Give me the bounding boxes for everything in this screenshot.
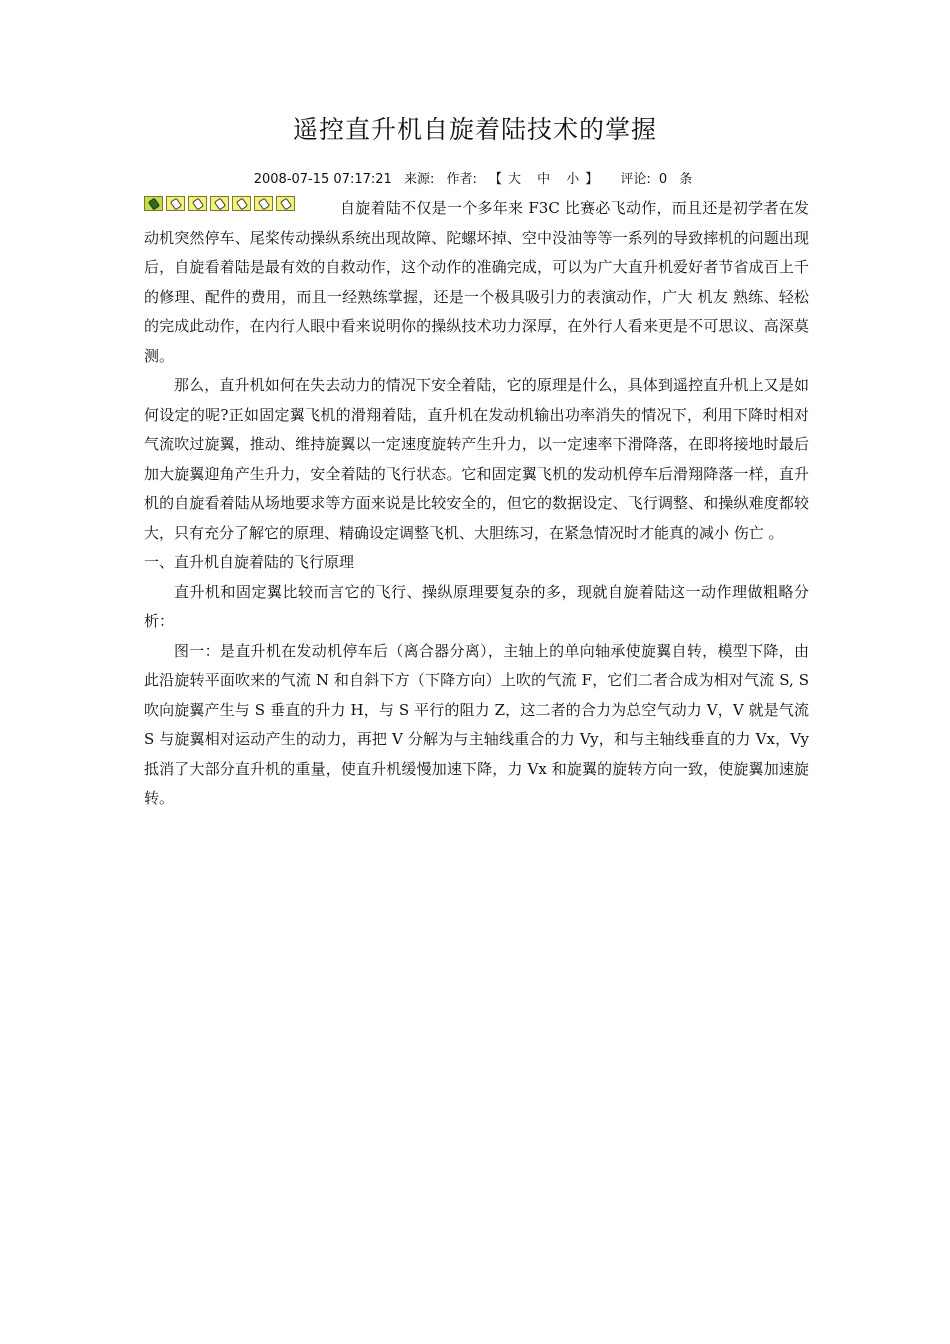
comments-unit: 条: [679, 172, 693, 187]
rating-icon-3[interactable]: [188, 196, 207, 211]
font-size-control[interactable]: 【大 中 小】: [489, 172, 605, 187]
comments-info[interactable]: [616, 172, 696, 187]
paragraph-figure-one: 图一：是直升机在发动机停车后（离合器分离），主轴上的单向轴承使旋翼自转，模型下降，由此沿旋转平面吹来的气流 N 和自斜下方（下降方向）上吹的气流 F，它们二者合成为相对气流 S, S 吹向旋翼产生与 S 垂直的升力 H，与 S 平行的阻力 Z，这二者的合力为总空气动力 V，V 就是气流 S 与旋翼相对运动产生的动力，再把 V 分解为与主轴线重合的力 Vy，和与主轴线垂直的力 Vx，Vy 抵消了大部分直升机的重量，使直升机缓慢加速下降，力 Vx 和旋翼的旋转方向一致，使旋翼加速旋转。: [144, 641, 809, 807]
author-label: 作者:: [446, 172, 477, 187]
rating-icon-2[interactable]: [166, 196, 185, 211]
rating-icon-strip: [144, 196, 295, 214]
article-title: 遥控直升机自旋着陆技术的掌握: [292, 115, 657, 144]
article-meta: [0, 168, 950, 187]
paragraph-principle-question: 那么，直升机如何在失去动力的情况下安全着陆，它的原理是什么，具体到遥控直升机上又是如何设定的呢?正如固定翼飞机的滑翔着陆，直升机在发动机输出功率消失的情况下，利用下降时相对气流吹过旋翼，推动、维持旋翼以一定速度旋转产生升力，以一定速率下滑降落，在即将接地时最后加大旋翼迎角产生升力，安全着陆的飞行状态。它和固定翼飞机的发动机停车后滑翔降落一样，直升机的自旋看着陆从场地要求等方面来说是比较安全的，但它的数据设定、飞行调整、和操纵难度都较大，只有充分了解它的原理、精确设定调整飞机、大胆练习，在紧急情况时才能真的减小 伤亡 。: [144, 376, 809, 542]
rating-icon-6[interactable]: [254, 196, 273, 211]
publish-date: 2008-07-15 07:17:21: [253, 172, 392, 187]
paragraph-intro: 自旋着陆不仅是一个多年来 F3C 比赛必飞动作，而且还是初学者在发动机突然停车、尾桨传动操纵系统出现故障、陀螺坏掉、空中没油等等一系列的导致摔机的问题出现后，自旋看着陆是最有效的自救动作，这个动作的准确完成，可以为广大直升机爱好者节省成百上千的修理、配件的费用，而且一经熟练掌握，还是一个极具吸引力的表演动作，广大 机友 熟练、轻松的完成此动作，在内行人眼中看来说明你的操纵技术功力深厚，在外行人看来更是不可思议、高深莫测。: [144, 199, 809, 365]
source-label: 来源:: [403, 172, 435, 187]
article-body: [144, 194, 809, 814]
comments-label: 评论:: [620, 172, 651, 187]
comments-count: 0: [658, 172, 668, 187]
rating-icon-7[interactable]: [276, 196, 295, 211]
paragraph-analysis-intro: 直升机和固定翼比较而言它的飞行、操纵原理要复杂的多，现就自旋着陆这一动作理做粗略分析：: [144, 582, 809, 630]
section-heading: 一、直升机自旋着陆的飞行原理: [144, 553, 355, 571]
rating-icon-5[interactable]: [232, 196, 251, 211]
rating-icon-4[interactable]: [210, 196, 229, 211]
rating-icon-1[interactable]: [144, 196, 163, 211]
